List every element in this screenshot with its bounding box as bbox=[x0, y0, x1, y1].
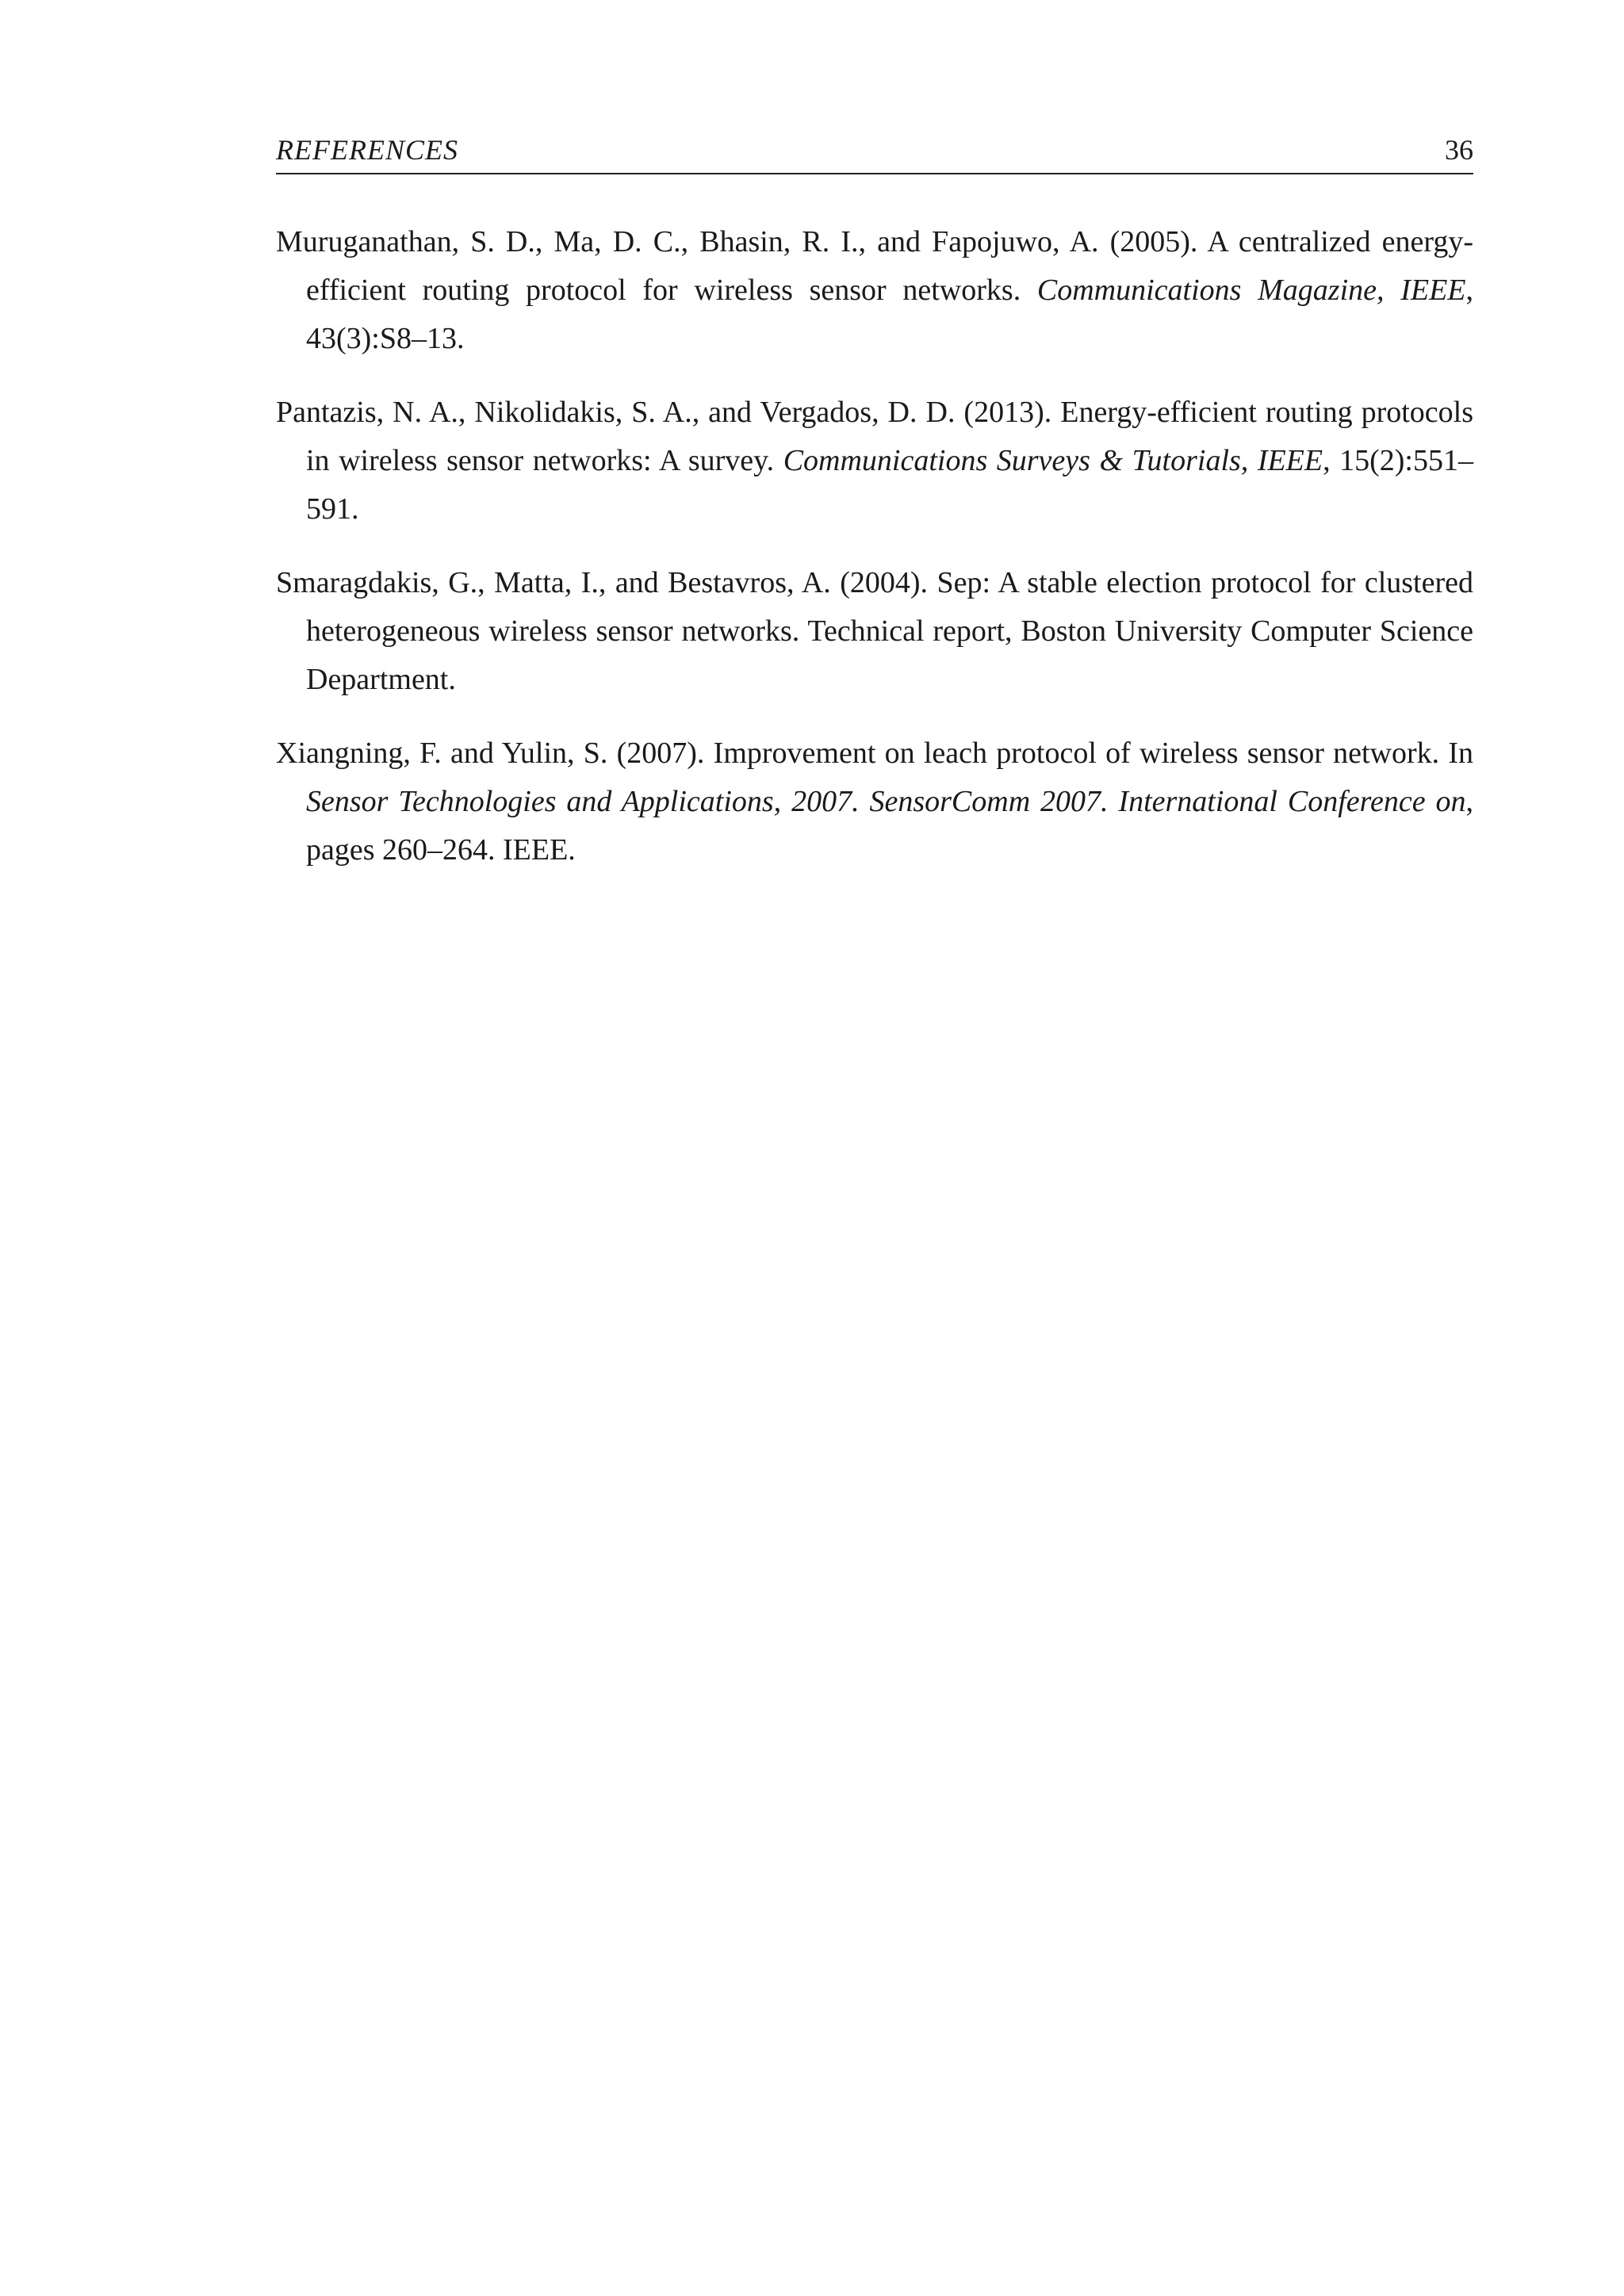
page-number: 36 bbox=[1445, 134, 1473, 166]
reference-venue: Sensor Technologies and Applications, 2007. SensorComm 2007. International Conference on bbox=[306, 785, 1466, 818]
reference-details: , 43(3):S8–13. bbox=[306, 274, 1473, 355]
reference-entry bbox=[276, 729, 1473, 874]
reference-venue: Communications Surveys & Tutorials, IEEE bbox=[783, 444, 1323, 477]
reference-entry bbox=[276, 218, 1473, 363]
reference-list bbox=[276, 218, 1473, 900]
reference-text: Pantazis, N. A., Nikolidakis, S. A., and Vergados, D. D. (2013). Energy-efficient routing protocols in wireless sensor networks: A survey. bbox=[276, 396, 1473, 477]
reference-entry bbox=[276, 388, 1473, 534]
running-title: REFERENCES bbox=[276, 134, 458, 166]
reference-details: , 15(2):551–591. bbox=[306, 444, 1473, 526]
page-header bbox=[276, 133, 1473, 174]
reference-text: Xiangning, F. and Yulin, S. (2007). Improvement on leach protocol of wireless sensor network. In bbox=[276, 737, 1473, 770]
reference-details: , pages 260–264. IEEE. bbox=[306, 785, 1473, 867]
reference-text: Muruganathan, S. D., Ma, D. C., Bhasin, R. I., and Fapojuwo, A. (2005). A centralized energy-efficient routing protocol for wireless sensor networks. bbox=[276, 225, 1473, 307]
reference-venue: Communications Magazine, IEEE bbox=[1036, 274, 1466, 307]
reference-entry bbox=[276, 559, 1473, 704]
reference-text: Smaragdakis, G., Matta, I., and Bestavros, A. (2004). Sep: A stable election protocol for clustered heterogeneous wireless sensor networks. Technical report, Boston University Computer Science Department. bbox=[276, 566, 1473, 696]
